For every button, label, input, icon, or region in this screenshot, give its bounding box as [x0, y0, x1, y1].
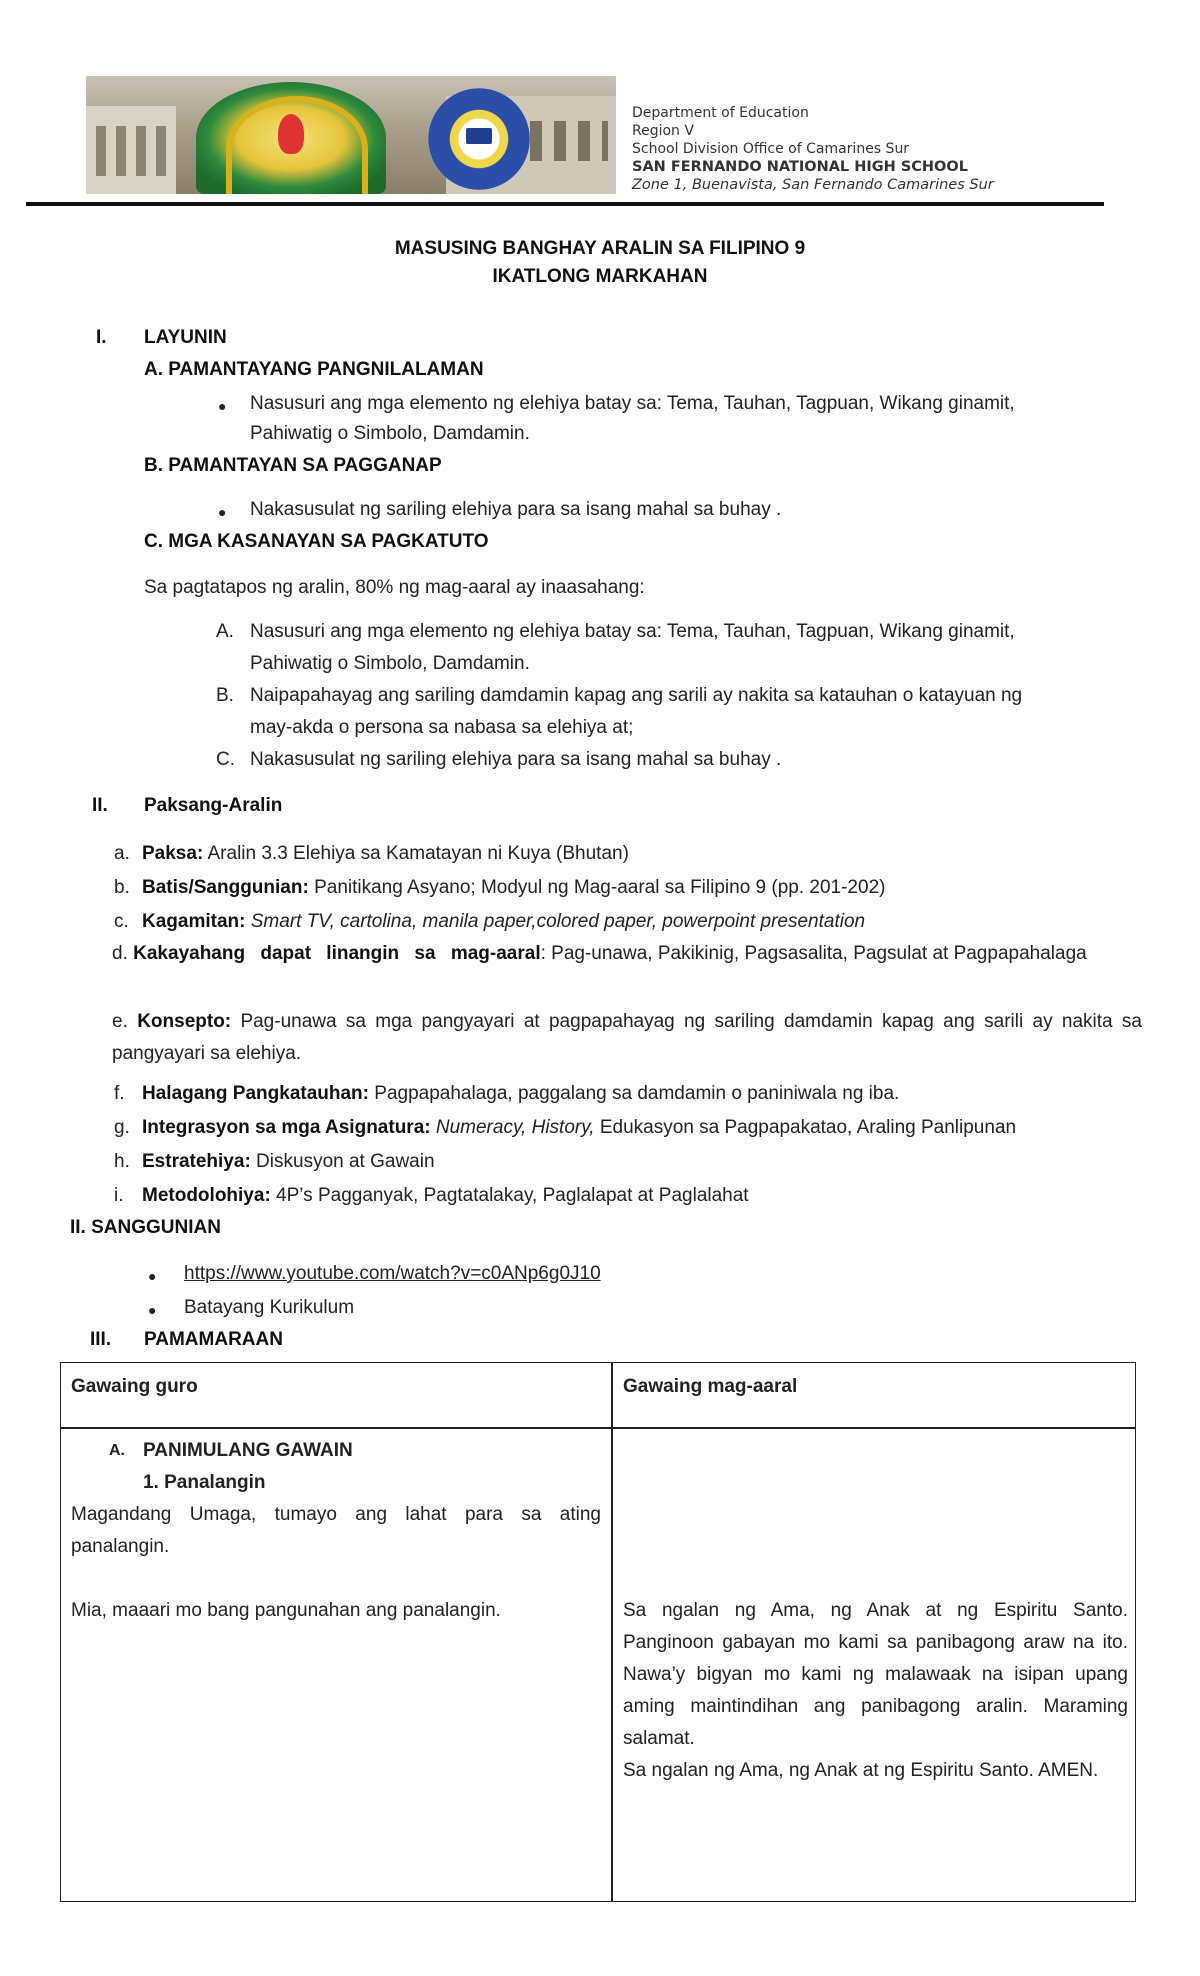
body-line: Nasusuri ang mga elemento ng elehiya batay sa: Tema, Tauhan, Tagpuan, Wikang ginamit,	[250, 621, 1015, 642]
procedure-table	[60, 1362, 1136, 1902]
aaral-paragraph: Sa ngalan ng Ama, ng Anak at ng Espiritu Santo. AMEN.	[623, 1760, 1099, 1781]
section-number: II.	[92, 795, 108, 816]
section-number: III.	[90, 1329, 112, 1350]
body-line: Nasusuri ang mga elemento ng elehiya batay sa: Tema, Tauhan, Tagpuan, Wikang ginamit,	[250, 393, 1015, 414]
table-header-divider	[61, 1427, 1135, 1429]
section-number: I.	[96, 327, 107, 348]
list-label: c.	[114, 911, 129, 932]
document-subtitle: IKATLONG MARKAHAN	[492, 266, 708, 287]
body-line: Nakasusulat ng sariling elehiya para sa isang mahal sa buhay .	[250, 499, 782, 520]
list-item: Integrasyon sa mga Asignatura: Numeracy, History, Edukasyon sa Pagpapakatao, Araling Panlipunan	[142, 1117, 1017, 1138]
bullet-icon: ●	[148, 1302, 157, 1318]
list-label: i.	[114, 1185, 124, 1206]
reference-item: Batayang Kurikulum	[184, 1297, 355, 1318]
body-line: Sa pagtatapos ng aralin, 80% ng mag-aaral ay inaasahang:	[144, 577, 645, 598]
guro-paragraph: Mia, maaari mo bang pangunahan ang panalangin.	[71, 1600, 501, 1621]
activity-heading: PANIMULANG GAWAIN	[143, 1440, 353, 1461]
school-header-banner	[86, 76, 616, 194]
list-item: Kagamitan: Smart TV, cartolina, manila paper,colored paper, powerpoint presentation	[142, 911, 866, 932]
table-column-divider	[611, 1363, 613, 1901]
section-heading: II. SANGGUNIAN	[70, 1217, 221, 1238]
table-header-guro: Gawaing guro	[71, 1376, 198, 1397]
list-label: g.	[114, 1117, 130, 1138]
document-title: MASUSING BANGHAY ARALIN SA FILIPINO 9	[394, 238, 806, 259]
activity-label: A.	[109, 1442, 125, 1459]
school-seal	[428, 88, 530, 190]
school-name: SAN FERNANDO NATIONAL HIGH SCHOOL	[632, 159, 968, 175]
department-info	[632, 104, 994, 194]
dept-line: School Division Office of Camarines Sur	[632, 141, 910, 157]
list-label: C.	[216, 749, 235, 770]
list-label: A.	[216, 621, 234, 642]
body-line: Nakasusulat ng sariling elehiya para sa isang mahal sa buhay .	[250, 749, 782, 770]
subsection-heading: C. MGA KASANAYAN SA PAGKATUTO	[144, 531, 489, 552]
list-item: e. Konsepto: Pag-unawa sa mga pangyayari at pagpapahayag ng sariling damdamin kapag ang sarili ay nakita sa pangyayari sa elehiya.	[112, 1011, 1142, 1064]
body-line: Naipapahayag ang sariling damdamin kapag ang sarili ay nakita sa katauhan o katayuan ng	[250, 685, 1023, 706]
list-label: a.	[114, 843, 130, 864]
aaral-paragraph: Sa ngalan ng Ama, ng Anak at ng Espiritu Santo. Panginoon gabayan mo kami sa panibagong araw na ito. Nawa’y bigyan mo kami ng malawaak na isipan upang aming maintindihan ang panibagong aralin. Maraming salamat.	[623, 1600, 1128, 1749]
body-line: Pahiwatig o Simbolo, Damdamin.	[250, 423, 530, 444]
building-photo-left	[86, 106, 176, 194]
bullet-icon: ●	[148, 1268, 157, 1284]
dept-line: Region V	[632, 123, 694, 139]
reference-link[interactable]: https://www.youtube.com/watch?v=c0ANp6g0J10	[184, 1263, 601, 1284]
subsection-heading: B. PAMANTAYAN SA PAGGANAP	[144, 455, 442, 476]
body-line: may-akda o persona sa nabasa sa elehiya at;	[250, 717, 634, 738]
list-label: b.	[114, 877, 130, 898]
guro-paragraph: Magandang Umaga, tumayo ang lahat para sa ating panalangin.	[71, 1504, 601, 1557]
list-item: Halagang Pangkatauhan: Pagpapahalaga, paggalang sa damdamin o paniniwala ng iba.	[142, 1083, 900, 1104]
table-header-aaral: Gawaing mag-aaral	[623, 1376, 798, 1397]
bullet-icon: ●	[218, 504, 227, 520]
list-item: Estratehiya: Diskusyon at Gawain	[142, 1151, 435, 1172]
list-item: Metodolohiya: 4P’s Pagganyak, Pagtatalakay, Paglalapat at Paglalahat	[142, 1185, 749, 1206]
list-label: B.	[216, 685, 234, 706]
subsection-heading: A. PAMANTAYANG PANGNILALAMAN	[144, 359, 484, 380]
bullet-icon: ●	[218, 398, 227, 414]
list-item: Batis/Sanggunian: Panitikang Asyano; Modyul ng Mag-aaral sa Filipino 9 (pp. 201-202)	[142, 877, 886, 898]
division-office-seal	[196, 82, 386, 194]
section-heading: LAYUNIN	[144, 327, 227, 348]
body-line: Pahiwatig o Simbolo, Damdamin.	[250, 653, 530, 674]
list-label: h.	[114, 1151, 130, 1172]
list-item: d. Kakayahang dapat linangin sa mag-aaral: Pag-unawa, Pakikinig, Pagsasalita, Pagsulat at Pagpapahalaga	[112, 943, 1087, 964]
activity-subheading: 1. Panalangin	[143, 1472, 266, 1493]
section-heading: Paksang-Aralin	[144, 795, 283, 816]
header-divider	[26, 202, 1104, 206]
dept-line: Department of Education	[632, 105, 809, 121]
list-label: f.	[114, 1083, 125, 1104]
section-heading: PAMAMARAAN	[144, 1329, 283, 1350]
school-address: Zone 1, Buenavista, San Fernando Camarines Sur	[632, 177, 994, 193]
list-item: Paksa: Aralin 3.3 Elehiya sa Kamatayan ni Kuya (Bhutan)	[142, 843, 629, 864]
